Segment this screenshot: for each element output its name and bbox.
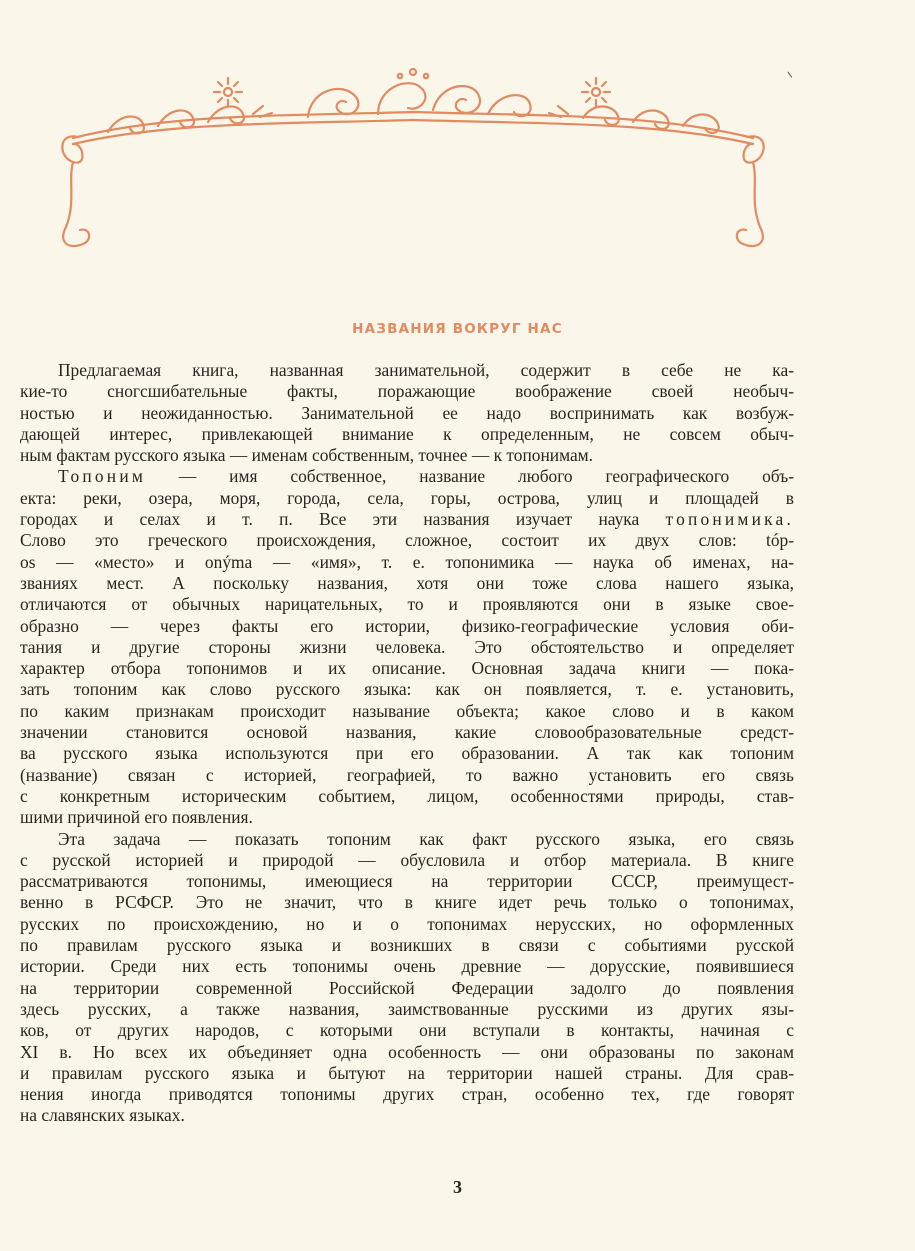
- text-line: [20, 466, 794, 487]
- text-line-rest: — имя собственное, название любого географического объ-: [178, 466, 794, 487]
- text-line: екта: реки, озера, моря, города, села, горы, острова, улиц и площадей в: [20, 487, 794, 508]
- text-line: Предлагаемая книга, названная занимательной, содержит в себе не ка-: [58, 360, 794, 380]
- text-line: и правилам русского языка и бытуют на территории нашей страны. Для срав-: [20, 1062, 794, 1083]
- text-line: значении становится основой названия, какие словообразовательные средст-: [20, 722, 794, 743]
- text-line: с русской историей и природой — обусловила и отбор материала. В книге: [20, 849, 794, 870]
- text-line: ва русского языка используются при его образовании. А так как топоним: [20, 743, 794, 764]
- term-toponymics: топонимика.: [665, 509, 794, 530]
- text-line: отличаются от обычных нарицательных, то и проявляются они в языке свое-: [20, 594, 794, 615]
- text-line: по каким признакам происходит называние объекта; какое слово и в каком: [20, 700, 794, 721]
- text-line: ностью и неожиданностью. Занимательной ее надо воспринимать как возбуж-: [20, 402, 794, 423]
- decorative-scroll-ornament-icon: [48, 62, 778, 262]
- body-text: [20, 360, 794, 1127]
- text-line: истории. Среди них есть топонимы очень древние — дорусские, появившиеся: [20, 956, 794, 977]
- text-line: с конкретным историческим событием, лицом, особенностями природы, став-: [20, 785, 794, 806]
- text-line: Эта задача — показать топоним как факт русского языка, его связь: [58, 828, 794, 849]
- text-line: ков, от других народов, с которыми они вступали в контакты, начиная с: [20, 1020, 794, 1041]
- text-line: os — «место» и onýma — «имя», т. е. топонимика — наука об именах, на-: [20, 551, 794, 572]
- page-mark: [787, 69, 795, 78]
- text-line: на славянских языках.: [20, 1105, 185, 1126]
- text-line: шими причиной его появления.: [20, 807, 253, 828]
- text-line: характер отбора топонимов и их описание. Основная задача книги — пока-: [20, 658, 794, 679]
- text-line: тания и другие стороны жизни человека. Это обстоятельство и определяет: [20, 636, 794, 657]
- text-line: зать топоним как слово русского языка: как он появляется, т. е. установить,: [20, 679, 794, 700]
- text-line: (название) связан с историей, географией, то важно установить его связь: [20, 764, 794, 785]
- text-line: нения иногда приводятся топонимы других стран, особенно тех, где говорят: [20, 1084, 794, 1105]
- text-line: XI в. Но всех их объединяет одна особенность — они образованы по законам: [20, 1041, 794, 1062]
- text-line: рассматриваются топонимы, имеющиеся на территории СССР, преимущест-: [20, 871, 794, 892]
- text-line: званиях мест. А поскольку названия, хотя они тоже слова нашего языка,: [20, 572, 794, 593]
- term-toponym: Топоним: [58, 466, 147, 487]
- text-line: русских по происхождению, но и о топонимах нерусских, но оформленных: [20, 913, 794, 934]
- text-line: кие-то сногсшибательные факты, поражающие воображение своей необыч-: [20, 381, 794, 402]
- text-line: [20, 509, 794, 530]
- text-line: на территории современной Российской Федерации задолго до появления: [20, 977, 794, 998]
- text-line: здесь русских, а также названия, заимствованные русскими из других язы-: [20, 998, 794, 1019]
- text-line-start: городах и селах и т. п. Все эти названия изучает наука: [20, 509, 640, 530]
- text-line: венно в РСФСР. Это не значит, что в книге идет речь только о топонимах,: [20, 892, 794, 913]
- text-line: ным фактам русского языка — именам собственным, точнее — к топонимам.: [20, 445, 594, 466]
- page-number: 3: [453, 1177, 462, 1197]
- text-line: образно — через факты его истории, физико-географические условия оби-: [20, 615, 794, 636]
- text-line: Слово это греческого происхождения, сложное, состоит их двух слов: tóр-: [20, 530, 794, 551]
- chapter-title: НАЗВАНИЯ ВОКРУГ НАС: [352, 321, 563, 337]
- text-line: по правилам русского языка и возникших в связи с событиями русской: [20, 935, 794, 956]
- text-line: дающей интерес, привлекающей внимание к определенным, не совсем обыч-: [20, 423, 794, 444]
